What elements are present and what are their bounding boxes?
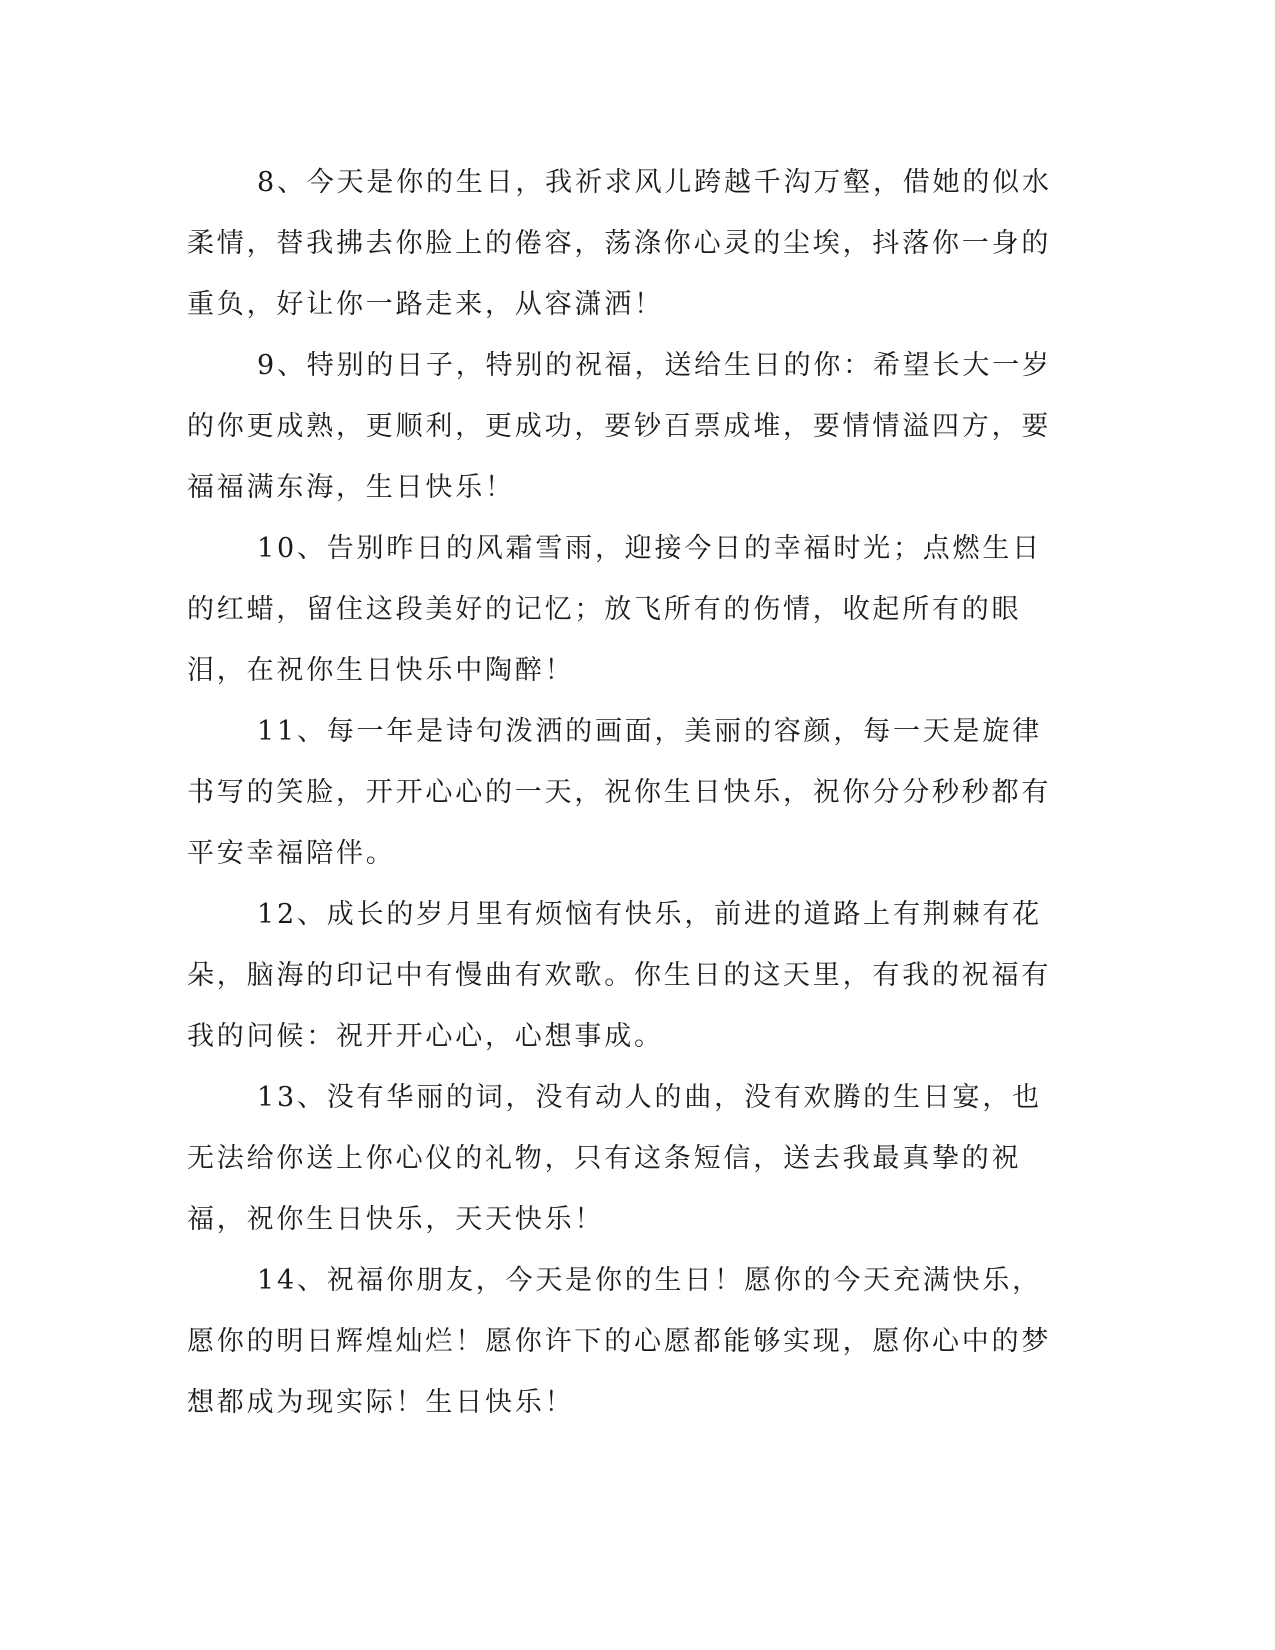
paragraph-13: 13、没有华丽的词，没有动人的曲，没有欢腾的生日宴，也无法给你送上你心仪的礼物，只有这条短信，送去我最真挚的祝福，祝你生日快乐，天天快乐！ (187, 1082, 1042, 1235)
paragraph-8: 8、今天是你的生日，我祈求风儿跨越千沟万壑，借她的似水柔情，替我拂去你脸上的倦容，荡涤你心灵的尘埃，抖落你一身的重负，好让你一路走来，从容潇洒！ (187, 167, 1052, 320)
paragraph-12: 12、成长的岁月里有烦恼有快乐，前进的道路上有荆棘有花朵，脑海的印记中有慢曲有欢歌。你生日的这天里，有我的祝福有我的问候：祝开开心心，心想事成。 (187, 899, 1052, 1052)
paragraph-14: 14、祝福你朋友，今天是你的生日！愿你的今天充满快乐，愿你的明日辉煌灿烂！愿你许下的心愿都能够实现，愿你心中的梦想都成为现实际！生日快乐！ (187, 1265, 1052, 1418)
paragraph-9: 9、特别的日子，特别的祝福，送给生日的你：希望长大一岁的你更成熟，更顺利，更成功，要钞百票成堆，要情情溢四方，要福福满东海，生日快乐！ (187, 350, 1052, 503)
paragraph-11: 11、每一年是诗句泼洒的画面，美丽的容颜，每一天是旋律书写的笑脸，开开心心的一天，祝你生日快乐，祝你分分秒秒都有平安幸福陪伴。 (187, 716, 1052, 869)
paragraph-10: 10、告别昨日的风霜雪雨，迎接今日的幸福时光；点燃生日的红蜡，留住这段美好的记忆；放飞所有的伤情，收起所有的眼泪，在祝你生日快乐中陶醉！ (187, 533, 1042, 686)
document-body (187, 152, 1062, 1433)
